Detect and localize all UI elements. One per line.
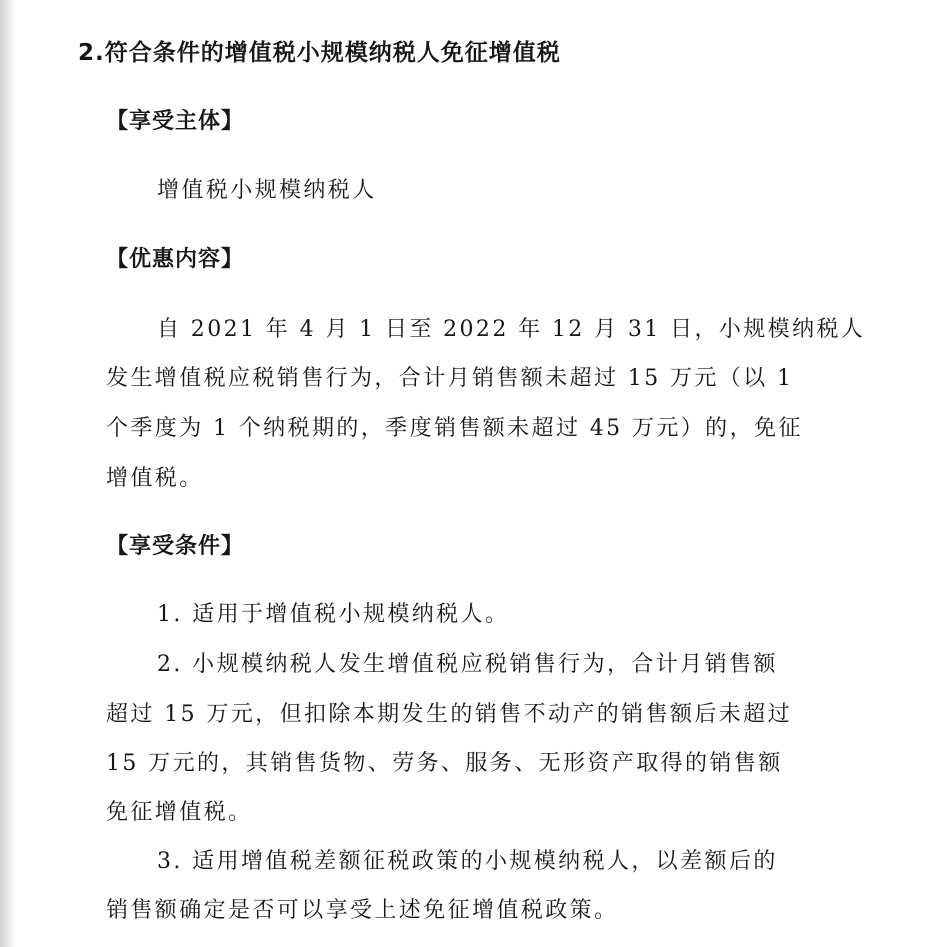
section-label-conditions: 【享受条件】 [106,534,245,559]
subject-text: 增值税小规模纳税人 [157,178,377,203]
condition-line-3: 超过 15 万元，但扣除本期发生的销售不动产的销售额后未超过 [106,702,792,727]
content-line-4: 增值税。 [106,466,204,491]
content-line-3: 个季度为 1 个纳税期的，季度销售额未超过 45 万元）的，免征 [106,416,803,441]
condition-line-5: 免征增值税。 [106,800,253,825]
condition-line-7: 销售额确定是否可以享受上述免征增值税政策。 [106,898,619,923]
document-title: 2.符合条件的增值税小规模纳税人免征增值税 [78,40,561,66]
condition-line-1: 1. 适用于增值税小规模纳税人。 [157,602,510,627]
condition-line-6: 3. 适用增值税差额征税政策的小规模纳税人，以差额后的 [157,849,778,874]
condition-line-4: 15 万元的，其销售货物、劳务、服务、无形资产取得的销售额 [106,751,783,776]
condition-line-2: 2. 小规模纳税人发生增值税应税销售行为，合计月销售额 [157,652,778,677]
content-line-1: 自 2021 年 4 月 1 日至 2022 年 12 月 31 日，小规模纳税人 [157,317,866,342]
section-label-content: 【优惠内容】 [106,247,245,272]
content-line-2: 发生增值税应税销售行为，合计月销售额未超过 15 万元（以 1 [106,366,794,391]
section-label-subject: 【享受主体】 [106,109,245,134]
